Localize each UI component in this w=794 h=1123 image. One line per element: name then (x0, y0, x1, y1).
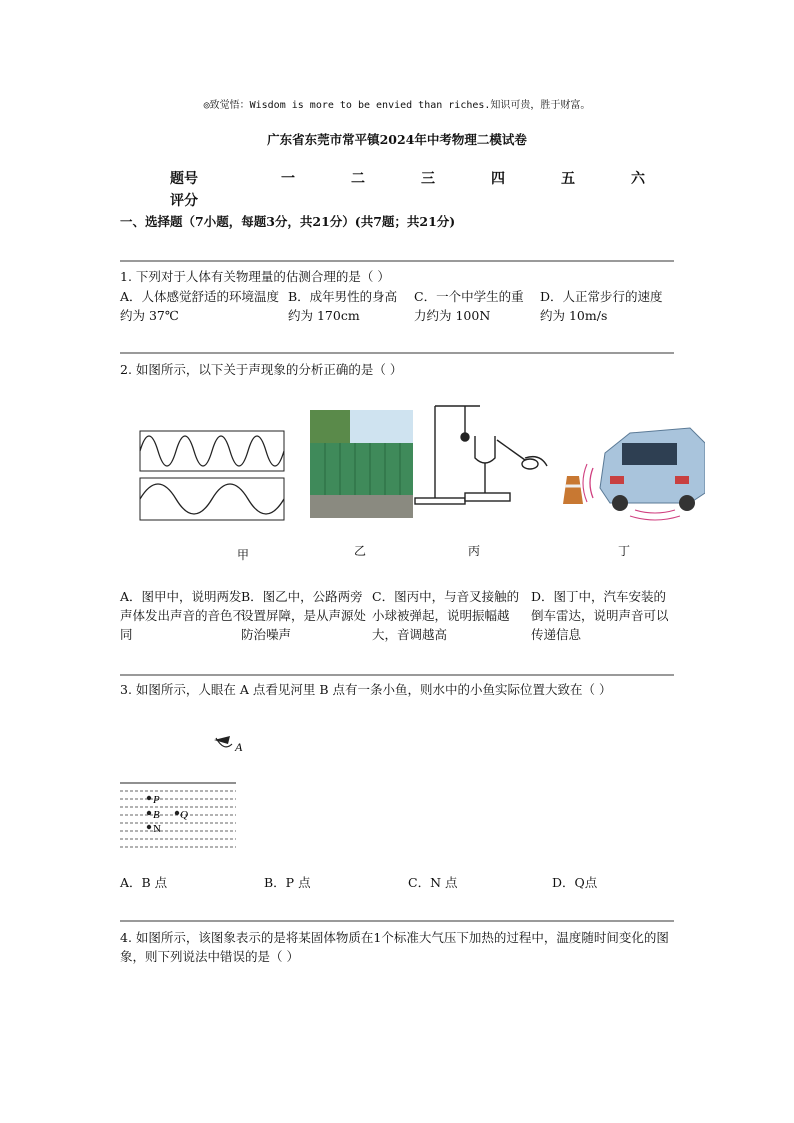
q3-stem: 3. 如图所示，人眼在 A 点看见河里 B 点有一条小鱼，则水中的小鱼实际位置大致在（ ） (120, 682, 612, 697)
q2-caption-jia: 甲 (237, 548, 250, 562)
point-p-label: P (153, 794, 160, 806)
wave-panel-jia (140, 431, 284, 520)
score-table-col-2: 二 (351, 171, 365, 187)
exam-title: 广东省东莞市常平镇2024年中考物理二模试卷 (267, 132, 527, 147)
q3-option-b: B．P 点 (264, 875, 311, 890)
point-q (175, 811, 179, 815)
score-table-row2-label: 评分 (170, 193, 198, 209)
q2-figure (135, 398, 705, 563)
q1-option-a: A．人体感觉舒适的环境温度约为 37℃ (120, 289, 280, 323)
q1-option-c: C．一个中学生的重力约为 100N (414, 289, 524, 323)
point-b-label: B (153, 809, 160, 821)
score-table-col-1: 一 (281, 171, 295, 187)
point-n-label: N (153, 823, 161, 835)
motto-line: ◎致觉悟：Wisdom is more to be envied than riches.知识可贵，胜于财富。 (203, 100, 591, 111)
point-a-label: A (235, 740, 243, 754)
q1-stem: 1. 下列对于人体有关物理量的估测合理的是（ ） (120, 269, 390, 284)
noise-barrier-image (310, 410, 413, 518)
q2-caption-bing: 丙 (468, 544, 481, 558)
score-table-row1-label: 题号 (170, 171, 198, 187)
q2-option-d: D．图丁中，汽车安装的倒车雷达，说明声音可以传递信息 (531, 589, 669, 642)
q1-option-d: D．人正常步行的速度约为 10m/s (540, 289, 663, 323)
q2-option-b: B．图乙中，公路两旁设置屏障，是从声源处防治噪声 (241, 589, 367, 642)
point-p (147, 796, 151, 800)
q2-stem: 2. 如图所示，以下关于声现象的分析正确的是（ ） (120, 362, 403, 377)
question-divider (120, 674, 674, 676)
q2-option-a: A．图甲中，说明两发声体发出声音的音色不同 (120, 589, 246, 642)
car-radar-image (563, 428, 705, 520)
score-table-col-4: 四 (491, 171, 505, 187)
q2-option-c: C．图丙中，与音叉接触的小球被弹起，说明振幅越大，音调越高 (372, 589, 520, 642)
score-table-col-5: 五 (561, 171, 575, 187)
q3-figure (118, 730, 243, 855)
q3-option-c: C．N 点 (408, 875, 458, 890)
q3-option-d: D．Q点 (552, 875, 598, 890)
q2-caption-ding: 丁 (618, 544, 631, 558)
score-table-col-6: 六 (631, 171, 645, 187)
q3-option-a: A．B 点 (120, 875, 168, 890)
q4-stem: 4. 如图所示，该图象表示的是将某固体物质在1个标准大气压下加热的过程中，温度随时间变化的图象，则下列说法中错误的是（ ） (120, 930, 669, 964)
q2-caption-yi: 乙 (354, 544, 367, 558)
point-n (147, 825, 151, 829)
section-heading: 一、选择题（7小题，每题3分，共21分）(共7题；共21分) (120, 214, 456, 229)
point-b (147, 811, 151, 815)
question-divider (120, 920, 674, 922)
score-table-col-3: 三 (421, 171, 435, 187)
question-divider (120, 260, 674, 262)
question-divider (120, 352, 674, 354)
tuning-fork-apparatus (415, 406, 547, 504)
q1-option-b: B．成年男性的身高约为 170cm (288, 289, 398, 323)
point-q-label: Q (180, 809, 188, 821)
eye-icon (214, 736, 232, 747)
